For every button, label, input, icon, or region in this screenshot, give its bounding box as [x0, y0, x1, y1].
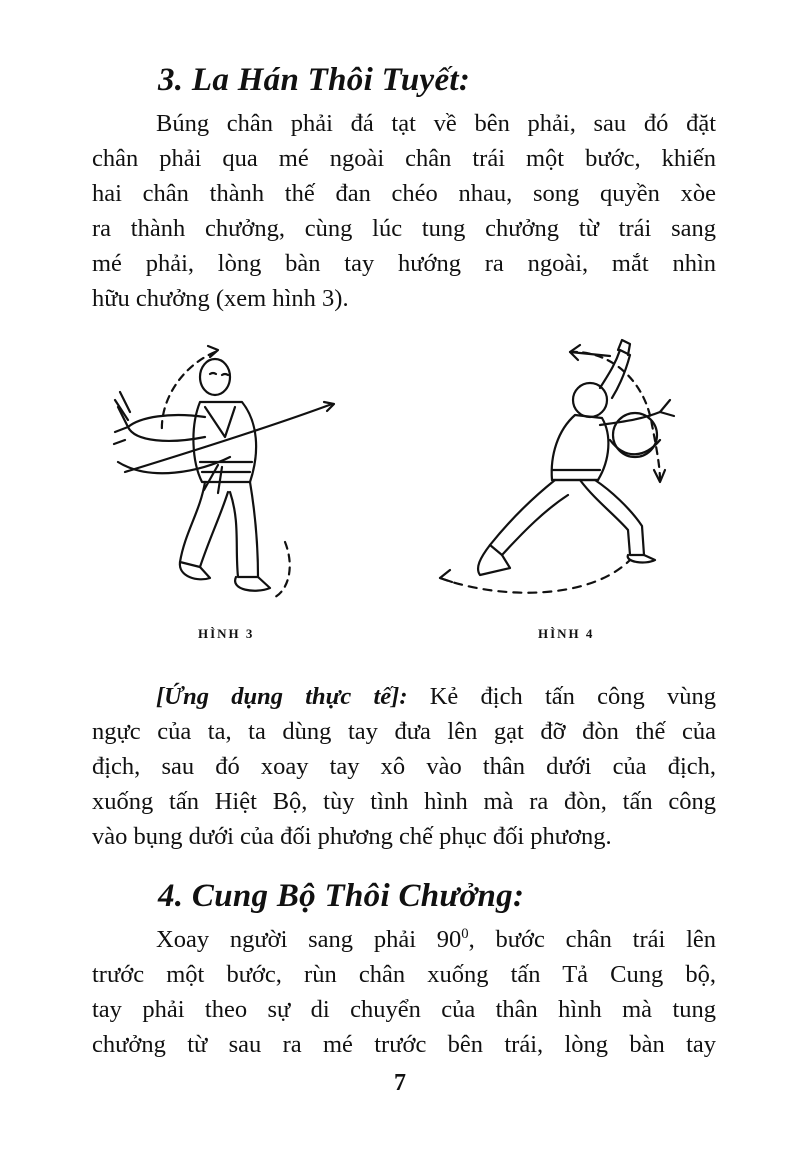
body-line: vào bụng dưới của đối phương chế phục đối phương.	[92, 823, 612, 850]
degree-superscript: 0	[461, 925, 469, 942]
body-line	[92, 679, 716, 714]
section-4-title: 4. Cung Bộ Thôi Chưởng:	[158, 878, 525, 914]
body-line: mé phải, lòng bàn tay hướng ra ngoài, mắt nhìn	[92, 250, 716, 277]
body-line: địch, sau đó xoay tay xô vào thân dưới của địch,	[92, 753, 716, 780]
section-3-body	[92, 106, 716, 316]
body-line: trước một bước, rùn chân xuống tấn Tả Cung bộ,	[92, 961, 716, 988]
figure-4-illustration	[430, 330, 690, 610]
section-4-body	[92, 922, 716, 1062]
body-line	[92, 922, 716, 957]
application-line1-text: Kẻ địch tấn công vùng	[407, 683, 716, 710]
body-line: ngực của ta, ta dùng tay đưa lên gạt đỡ đòn thế của	[92, 718, 716, 745]
section-4-line1b: , bước chân trái lên	[468, 926, 717, 953]
application-paragraph	[92, 679, 716, 854]
figure-3-illustration	[110, 332, 350, 612]
section-4-line1a: Xoay người sang phải 90	[156, 926, 462, 953]
body-line: chân phải qua mé ngoài chân trái một bước, khiến	[92, 145, 716, 172]
body-line: Búng chân phải đá tạt về bên phải, sau đó đặt	[156, 110, 716, 137]
page-number: 7	[394, 1070, 406, 1096]
figure-3-caption: HÌNH 3	[198, 626, 255, 641]
body-line: hữu chưởng (xem hình 3).	[92, 285, 349, 312]
body-line: xuống tấn Hiệt Bộ, tùy tình hình mà ra đòn, tấn công	[92, 788, 716, 815]
figure-4-caption: HÌNH 4	[538, 626, 595, 641]
body-line: chưởng từ sau ra mé trước bên trái, lòng bàn tay	[92, 1031, 716, 1058]
section-3-title: 3. La Hán Thôi Tuyết:	[158, 62, 471, 98]
body-line: tay phải theo sự di chuyển của thân hình mà tung	[92, 996, 716, 1023]
application-lead: [Ứng dụng thực tế]:	[156, 683, 408, 710]
body-line: hai chân thành thế đan chéo nhau, song quyền xòe	[92, 180, 716, 207]
body-line: ra thành chưởng, cùng lúc tung chưởng từ trái sang	[92, 215, 716, 242]
